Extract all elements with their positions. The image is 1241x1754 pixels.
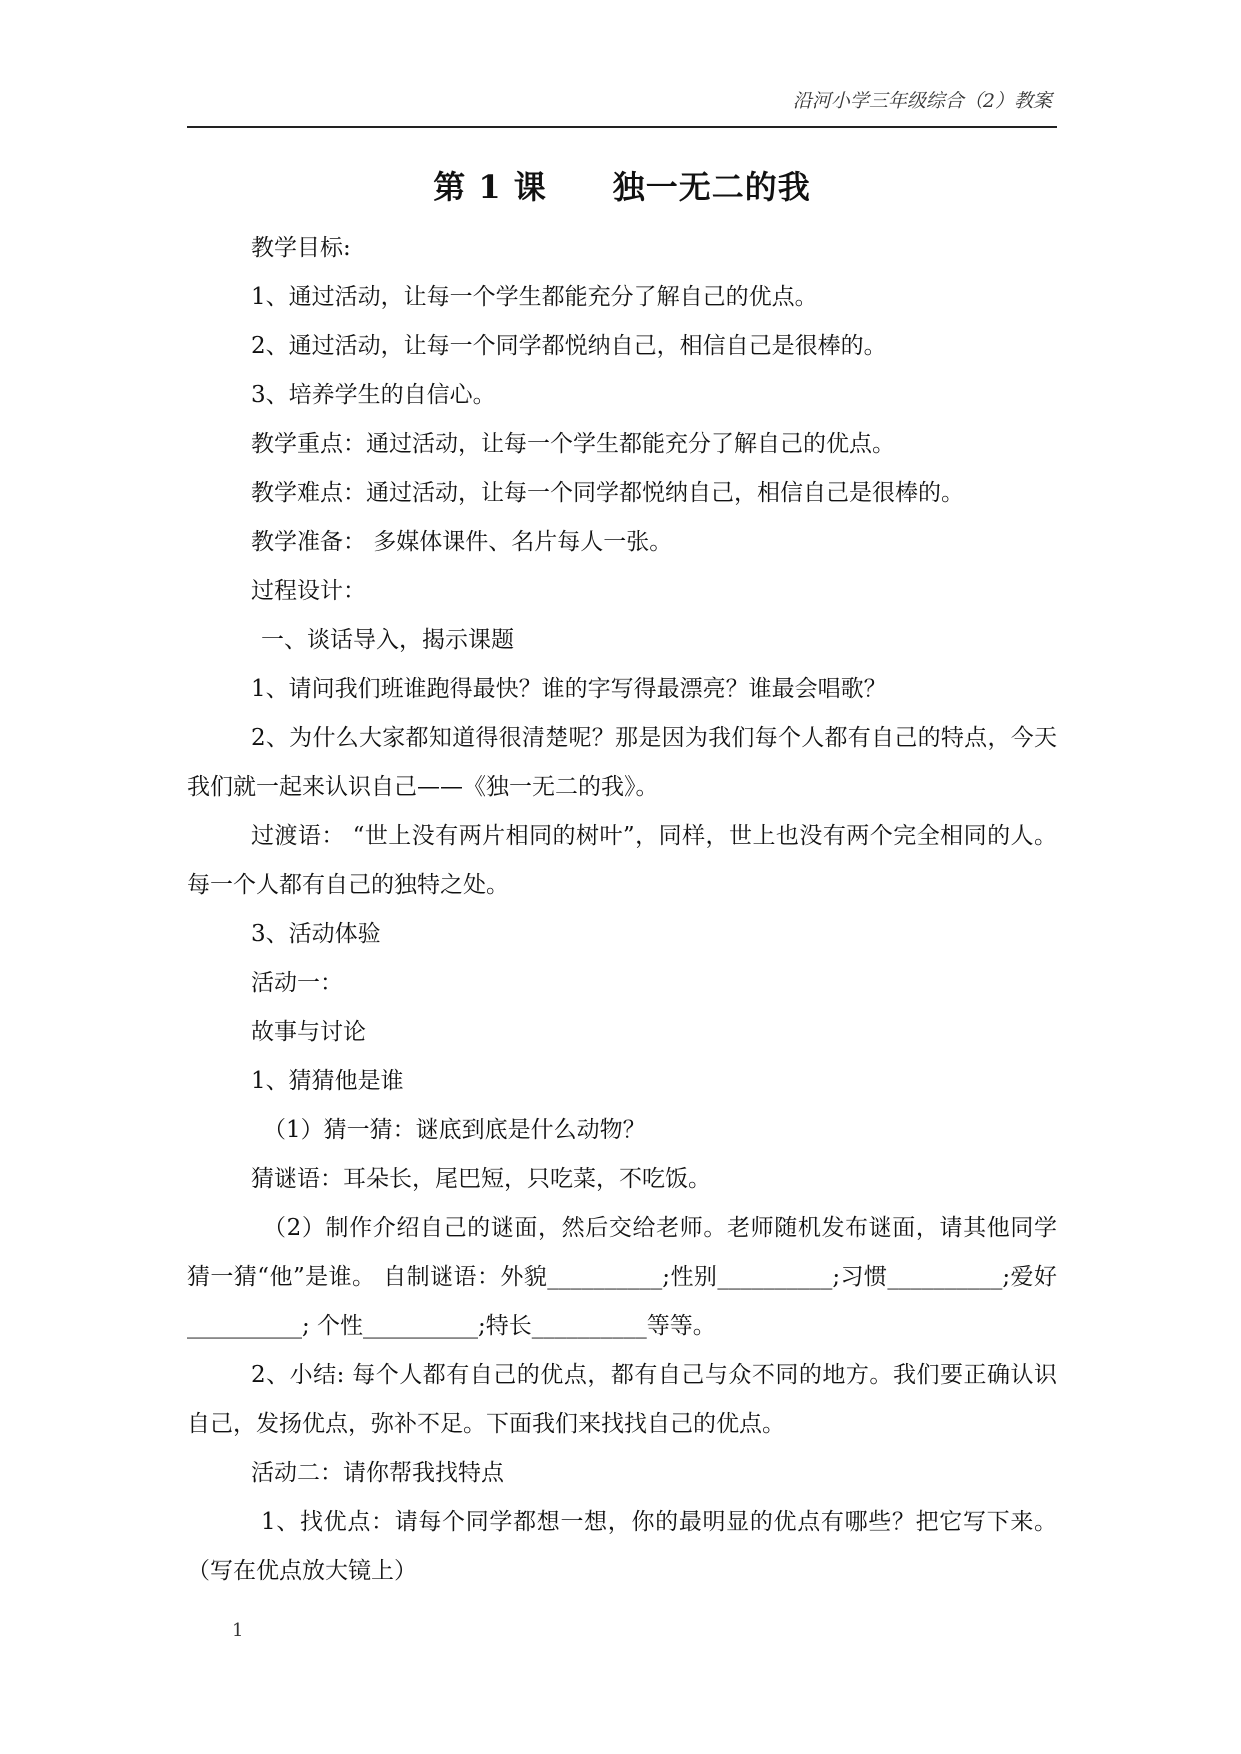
page-number: 1 (232, 1620, 244, 1641)
process-step: 3、活动体验 (251, 921, 381, 947)
teaching-preparation: 教学准备： 多媒体课件、名片每人一张。 (251, 529, 673, 555)
activity-substep: （2）制作介绍自己的谜面，然后交给老师。老师随机发布谜面，请其他同学猜一猜“他”是谁。 自制谜语：外貌__________;性别__________;习惯__________;爱好__________; 个性__________;特长__________等等。 (187, 1215, 1057, 1339)
activity-subheading: 故事与讨论 (251, 1019, 366, 1045)
lesson-body (187, 224, 1057, 1596)
activity-substep: （1）猜一猜：谜底到底是什么动物？ (263, 1117, 646, 1143)
header-rule (187, 126, 1057, 128)
lesson-title: 第 1 课 独一无二的我 (433, 168, 811, 206)
activity-heading: 活动二：请你帮我找特点 (251, 1460, 504, 1486)
goal-item: 3、培养学生的自信心。 (251, 382, 496, 408)
summary-text: 2、小结: 每个人都有自己的优点，都有自己与众不同的地方。我们要正确认识自己，发扬优点，弥补不足。下面我们来找找自己的优点。 (187, 1362, 1057, 1437)
teaching-focus: 教学重点：通过活动，让每一个学生都能充分了解自己的优点。 (251, 431, 895, 457)
process-step: 1、请问我们班谁跑得最快？谁的字写得最漂亮？谁最会唱歌？ (251, 676, 887, 702)
teaching-goals-heading: 教学目标: (251, 235, 351, 261)
transition-text: 过渡语： “世上没有两片相同的树叶”，同样，世上也没有两个完全相同的人。每一个人都有自己的独特之处。 (187, 823, 1057, 898)
process-design-heading: 过程设计： (251, 578, 366, 604)
activity-heading: 活动一： (251, 970, 343, 996)
document-header: 沿河小学三年级综合（2）教案 (792, 90, 1052, 112)
goal-item: 2、通过活动，让每一个同学都悦纳自己，相信自己是很棒的。 (251, 333, 887, 359)
process-step: 2、为什么大家都知道得很清楚呢？那是因为我们每个人都有自己的特点，今天我们就一起来认识自己——《独一无二的我》。 (187, 725, 1057, 800)
activity-step: 1、找优点：请每个同学都想一想，你的最明显的优点有哪些？把它写下来。 （写在优点放大镜上） (187, 1509, 1057, 1584)
goal-item: 1、通过活动，让每一个学生都能充分了解自己的优点。 (251, 284, 818, 310)
section-heading: 一、谈话导入，揭示课题 (261, 627, 514, 653)
riddle-text: 猜谜语：耳朵长，尾巴短，只吃菜，不吃饭。 (251, 1166, 711, 1192)
activity-step: 1、猜猜他是谁 (251, 1068, 404, 1094)
teaching-difficulty: 教学难点：通过活动，让每一个同学都悦纳自己，相信自己是很棒的。 (251, 480, 964, 506)
